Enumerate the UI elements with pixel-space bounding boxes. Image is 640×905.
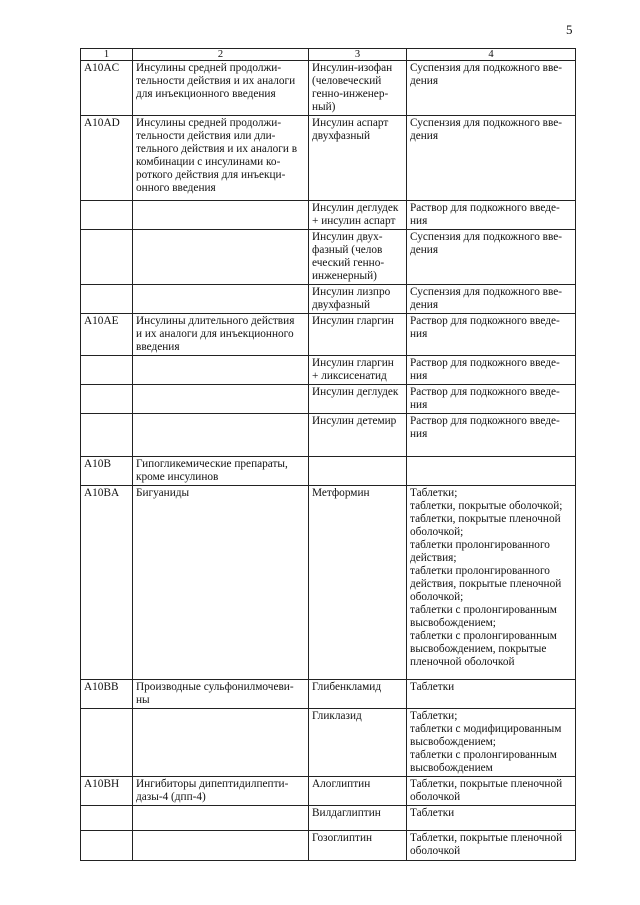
table-cell-form-text: Таблетки; таблетки, покрытые оболочкой; таблетки, покрытые пленочной оболочкой; таблетки пролонгированного действия; таблетки пролонгированного действия, покрытые пленочной оболочкой; таблетки с пролонгированным высвобождением; таблетки с пролонгированным высвобождением, покрытые пленочной оболочкой [410, 487, 563, 668]
table-cell-code [81, 285, 133, 314]
table-cell-code [81, 385, 133, 414]
table-cell-form [407, 680, 576, 709]
table-row [81, 116, 576, 201]
table-cell-group-text: Бигуаниды [136, 487, 190, 499]
table-cell-code [81, 806, 133, 831]
table-cell-form-text: Таблетки; таблетки с модифицированным высвобождением; таблетки с пролонгированным высвобождением [410, 710, 562, 774]
table-cell-group [133, 806, 309, 831]
table-cell-form [407, 285, 576, 314]
table-cell-drug-text: Инсулин гларгин [312, 315, 394, 327]
table-cell-drug-text: Инсулин деглудек + инсулин аспарт [312, 202, 399, 227]
table-cell-drug-text: Алоглиптин [312, 778, 371, 790]
table-cell-form [407, 831, 576, 861]
table-cell-drug [309, 457, 407, 486]
table-row [81, 709, 576, 777]
table-cell-code-text: A10AD [84, 117, 120, 129]
table-cell-group [133, 414, 309, 457]
table-cell-drug [309, 314, 407, 356]
table-cell-code [81, 356, 133, 385]
table-cell-group [133, 680, 309, 709]
table-cell-drug-text: Инсулин деглудек [312, 386, 399, 398]
table-cell-form-text: Таблетки [410, 807, 455, 819]
table-cell-code-text: A10BH [84, 778, 120, 790]
table-cell-group [133, 314, 309, 356]
table-cell-group [133, 230, 309, 285]
table-cell-code [81, 201, 133, 230]
table-row [81, 457, 576, 486]
table-cell-form-text: Суспензия для подкожного вве- дения [410, 286, 563, 311]
table-cell-code [81, 831, 133, 861]
table-cell-drug-text: Инсулин лизпро двухфазный [312, 286, 391, 311]
table-cell-form-text: Раствор для подкожного введе- ния [410, 415, 560, 440]
table-cell-code [81, 414, 133, 457]
table-cell-code [81, 457, 133, 486]
table-cell-drug [309, 680, 407, 709]
table-cell-group-text: Инсулины средней продолжи- тельности действия или дли- тельного действия и их аналоги в комбинации с инсулинами ко- роткого действия для инъекци- онного введения [136, 117, 298, 194]
table-cell-code [81, 486, 133, 680]
table-cell-form [407, 777, 576, 806]
table-cell-drug-text: Инсулин аспарт двухфазный [312, 117, 389, 142]
table-cell-drug [309, 414, 407, 457]
table-cell-group-text: Производные сульфонилмочеви- ны [136, 681, 294, 706]
table-cell-form [407, 116, 576, 201]
table-row [81, 831, 576, 861]
table-cell-drug [309, 385, 407, 414]
table-cell-drug [309, 486, 407, 680]
table-cell-group [133, 116, 309, 201]
table-row [81, 385, 576, 414]
table-cell-form [407, 385, 576, 414]
table-cell-code [81, 680, 133, 709]
table-cell-group [133, 486, 309, 680]
table-cell-form [407, 230, 576, 285]
table-cell-form [407, 486, 576, 680]
page-number: 5 [566, 22, 573, 37]
table-cell-code-text: A10AE [84, 315, 119, 327]
table-cell-drug [309, 116, 407, 201]
table-cell-drug [309, 831, 407, 861]
table-row [81, 680, 576, 709]
table-cell-group-text: Инсулины средней продолжи- тельности действия и их аналоги для инъекционного введения [136, 62, 296, 100]
table-cell-form-text: Раствор для подкожного введе- ния [410, 202, 560, 227]
table-row [81, 777, 576, 806]
table-cell-drug [309, 806, 407, 831]
table-cell-form-text: Суспензия для подкожного вве- дения [410, 117, 563, 142]
table-cell-drug-text: Инсулин детемир [312, 415, 397, 427]
table-cell-form-text: Раствор для подкожного введе- ния [410, 357, 560, 382]
table-cell-drug-text: Гликлазид [312, 710, 362, 722]
table-row [81, 230, 576, 285]
table-cell-form-text: Суспензия для подкожного вве- дения [410, 62, 563, 87]
table-cell-drug [309, 230, 407, 285]
table-cell-group-text: Инсулины длительного действия и их аналоги для инъекционного введения [136, 315, 295, 353]
table-cell-form [407, 457, 576, 486]
table-cell-drug [309, 285, 407, 314]
table-cell-drug-text: Метформин [312, 487, 370, 499]
table-cell-group [133, 201, 309, 230]
table-cell-group [133, 777, 309, 806]
table-cell-drug [309, 61, 407, 116]
table-cell-code-text: A10AC [84, 62, 120, 74]
table-row [81, 61, 576, 116]
table-cell-code [81, 777, 133, 806]
table-cell-group-text: Гипогликемические препараты, кроме инсулинов [136, 458, 288, 483]
table-row [81, 314, 576, 356]
table-cell-form-text: Таблетки, покрытые пленочной оболочкой [410, 778, 563, 803]
drug-table [80, 48, 576, 861]
table-row [81, 414, 576, 457]
table-cell-form [407, 806, 576, 831]
header-cell: 2 [133, 49, 309, 61]
table-cell-form [407, 414, 576, 457]
table-cell-drug-text: Гозоглиптин [312, 832, 373, 844]
table-cell-code [81, 314, 133, 356]
table-cell-group [133, 831, 309, 861]
table-cell-form-text: Раствор для подкожного введе- ния [410, 386, 560, 411]
table-cell-form-text: Таблетки [410, 681, 455, 693]
table-header-row [81, 49, 576, 61]
table-cell-form [407, 314, 576, 356]
table-cell-drug-text: Инсулин-изофан (человеческий генно-инженер- ный) [312, 62, 393, 113]
table-row [81, 806, 576, 831]
table-cell-drug [309, 777, 407, 806]
table-cell-drug-text: Вилдаглиптин [312, 807, 381, 819]
table-cell-form [407, 201, 576, 230]
table-cell-group [133, 457, 309, 486]
table-cell-drug [309, 356, 407, 385]
table-cell-code-text: A10BA [84, 487, 120, 499]
table-cell-form-text: Раствор для подкожного введе- ния [410, 315, 560, 340]
table-cell-form [407, 356, 576, 385]
table-cell-group-text: Ингибиторы дипептидилпепти- дазы-4 (дпп-4) [136, 778, 289, 803]
table-cell-group [133, 385, 309, 414]
table-cell-code [81, 61, 133, 116]
table-cell-code-text: A10B [84, 458, 111, 470]
header-cell: 1 [81, 49, 133, 61]
table-cell-group [133, 356, 309, 385]
table-row [81, 486, 576, 680]
table-cell-group [133, 709, 309, 777]
header-cell: 4 [407, 49, 576, 61]
table-cell-group [133, 285, 309, 314]
table-cell-code [81, 116, 133, 201]
table-row [81, 356, 576, 385]
table-cell-form-text: Суспензия для подкожного вве- дения [410, 231, 563, 256]
table-cell-code [81, 230, 133, 285]
table-cell-drug [309, 709, 407, 777]
table-cell-drug-text: Инсулин гларгин + ликсисенатид [312, 357, 394, 382]
table-cell-drug-text: Глибенкламид [312, 681, 382, 693]
table-cell-drug-text: Инсулин двух- фазный (челов еческий генно- инженерный) [312, 231, 385, 282]
table-cell-form [407, 61, 576, 116]
table-cell-group [133, 61, 309, 116]
header-cell: 3 [309, 49, 407, 61]
table-cell-form-text: Таблетки, покрытые пленочной оболочкой [410, 832, 563, 857]
table-cell-code-text: A10BB [84, 681, 119, 693]
table-cell-form [407, 709, 576, 777]
table-cell-drug [309, 201, 407, 230]
table-row [81, 285, 576, 314]
table-row [81, 201, 576, 230]
table-cell-code [81, 709, 133, 777]
